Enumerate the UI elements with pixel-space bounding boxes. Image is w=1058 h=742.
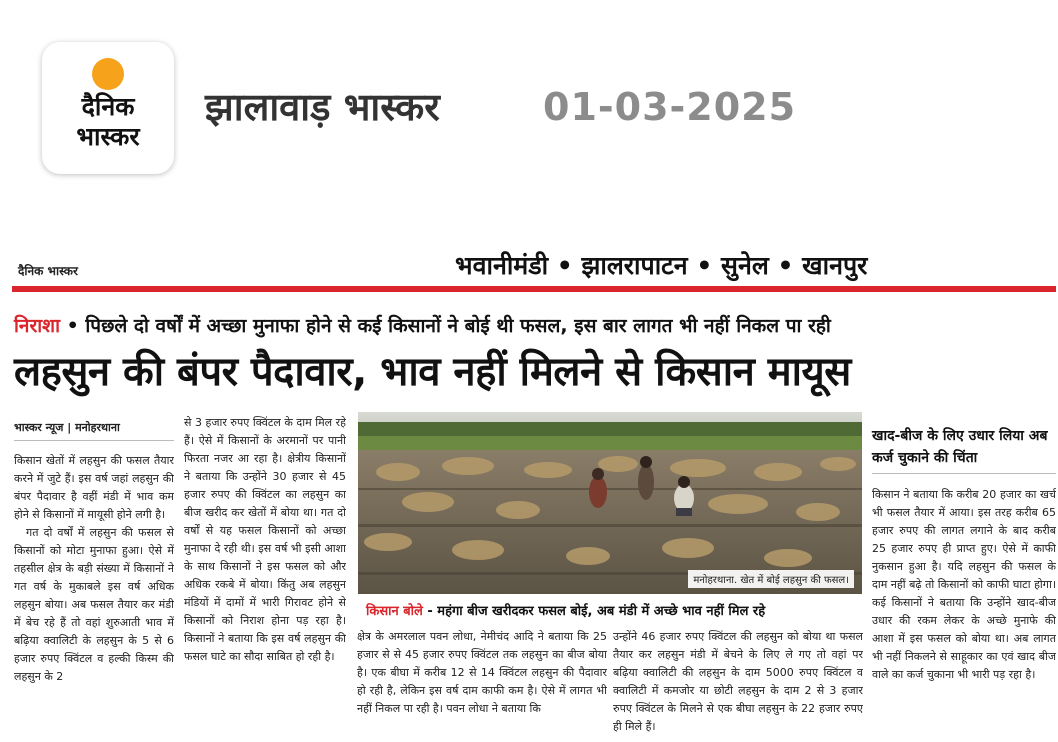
logo-text-line2: भास्कर xyxy=(76,122,140,151)
logo-text-line1: दैनिक xyxy=(81,92,135,121)
paragraph: गत दो वर्षों में लहसुन की फसल से किसानों को मोटा मुनाफा हुआ। ऐसे में तहसील क्षेत्र के बड़ी संख्या में किसानों ने गत वर्ष के मुकाबले इस वर्ष अधिक लहसुन बोया। अब फसल तैयार कर मंडी में बेच रहे हैं तो वहां शुरुआती भाव में बढ़िया क्वालिटी के लहसुन के 5 से 6 हजार रुपए क्विंटल व हल्की किस्म की लहसुन के 2 xyxy=(14,526,174,683)
subhead-text: - महंगा बीज खरीदकर फसल बोई, अब मंडी में अच्छे भाव नहीं मिल रहे xyxy=(422,604,766,619)
edition-date: 01-03-2025 xyxy=(543,85,797,129)
article-byline: भास्कर न्यूज | मनोहरथाना xyxy=(14,420,174,441)
dainik-bhaskar-logo xyxy=(42,42,174,174)
photo-illustration xyxy=(358,412,862,594)
paragraph: से 3 हजार रुपए क्विंटल के दाम मिल रहे हैं। ऐसे में किसानों के अरमानों पर पानी फिरता नजर आ रहा है। क्षेत्रीय किसानों ने बताया कि उन्होंने 30 हजार से 45 हजार रुपए की क्विंटल का लहसुन का बीज खरीद कर खेतों में बोया था। गत दो वर्षों से यह फसल किसानों को अच्छा मुनाफा दे रही थी। इस वर्ष भी इसी आशा के साथ किसानों ने इस फसल को और अधिक रकबे में बोया। किंतु अब लहसुन मंडियों में दामों में भारी गिरावट होने से किसानों को निराश होना पड़ रहा है। किसानों ने बताया कि इस वर्ष लहसुन की फसल घाटे का सौदा साबित हो रही है। xyxy=(184,416,346,663)
article-column-2 xyxy=(184,414,346,734)
sidebar-column xyxy=(872,486,1056,736)
kicker-label: निराशा xyxy=(14,315,60,337)
garlic-field-photo xyxy=(358,412,862,594)
article-headline: लहसुन की बंपर पैदावार, भाव नहीं मिलने से किसान मायूस xyxy=(14,349,851,395)
kicker-text: • पिछले दो वर्षों में अच्छा मुनाफा होने से कई किसानों ने बोई थी फसल, इस बार लागत भी नहीं निकल पा रही xyxy=(60,315,831,337)
paragraph: किसान ने बताया कि करीब 20 हजार का खर्च भी फसल तैयार में आया। इस तरह करीब 65 हजार रुपए की लागत लगाने के बाद करीब 25 हजार रुपए ही प्राप्त हुए। ऐसे में काफी नुकसान हुआ है। यदि लहसुन की फसल के दाम नहीं बढ़े तो किसानों को काफी घाटा होगा। कई किसानों ने बताया कि उन्होंने खाद-बीज उधार की रकम लेकर के अच्छे मुनाफे की आशा में इस फसल को बोया था। अब लागत भी नहीं निकलने से साहूकार का एवं खाद बीज वाले का कर्ज चुकाना भी भारी पड़ रहा है। xyxy=(872,488,1056,681)
farmers-quote-subhead xyxy=(366,601,856,619)
paragraph: किसान खेतों में लहसुन की फसल तैयार करने में जुटे हैं। इस वर्ष जहां लहसुन की बंपर पैदावार है वहीं मंडी में भाव कम होने से किसानों में मायूसी होने लगी है। xyxy=(14,454,174,521)
subhead-label: किसान बोले xyxy=(366,604,423,619)
paragraph: उन्होंने 46 हजार रुपए क्विंटल की लहसुन को बोया था फसल तैयार कर लहसुन मंडी में बेचने के लिए ले गए तो वहां पर बढ़िया क्वालिटी की लहसुन के दाम 5000 रुपए क्विंटल व क्वालिटी में कमजोर या छोटी लहसुन के दाम 2 से 3 हजार रुपए क्विंटल के मिलने से एक बीघा लहसुन के 22 हजार रुपए ही मिले हैं। xyxy=(613,630,863,733)
edition-title: झालावाड़ भास्कर xyxy=(205,85,440,129)
paper-brand-label: दैनिक भास्कर xyxy=(18,264,78,278)
paragraph: क्षेत्र के अमरलाल पवन लोधा, नेमीचंद आदि ने बताया कि 25 हजार से से 45 हजार रुपए क्विंटल तक लहसुन का बीज बोया है। एक बीघा में करीब 12 से 14 क्विंटल लहसुन की पैदावार हो रही है, लेकिन इस वर्ष दाम काफी कम है। ऐसे में लागत भी नहीं निकल पा रही है। पवन लोधा ने बताया कि xyxy=(357,630,607,715)
section-rule xyxy=(12,286,1056,292)
article-column-1 xyxy=(14,452,174,734)
photo-caption: मनोहरथाना. खेत में बोई लहसुन की फसल। xyxy=(688,570,854,588)
sidebar-headline: खाद-बीज के लिए उधार लिया अब कर्ज चुकाने की चिंता xyxy=(872,425,1056,474)
article-column-4 xyxy=(613,628,863,734)
sun-logo-icon xyxy=(92,58,124,90)
article-kicker xyxy=(14,312,831,338)
article-column-3 xyxy=(357,628,607,734)
section-locations: भवानीमंडी • झालरापाटन • सुनेल • खानपुर xyxy=(455,251,868,280)
